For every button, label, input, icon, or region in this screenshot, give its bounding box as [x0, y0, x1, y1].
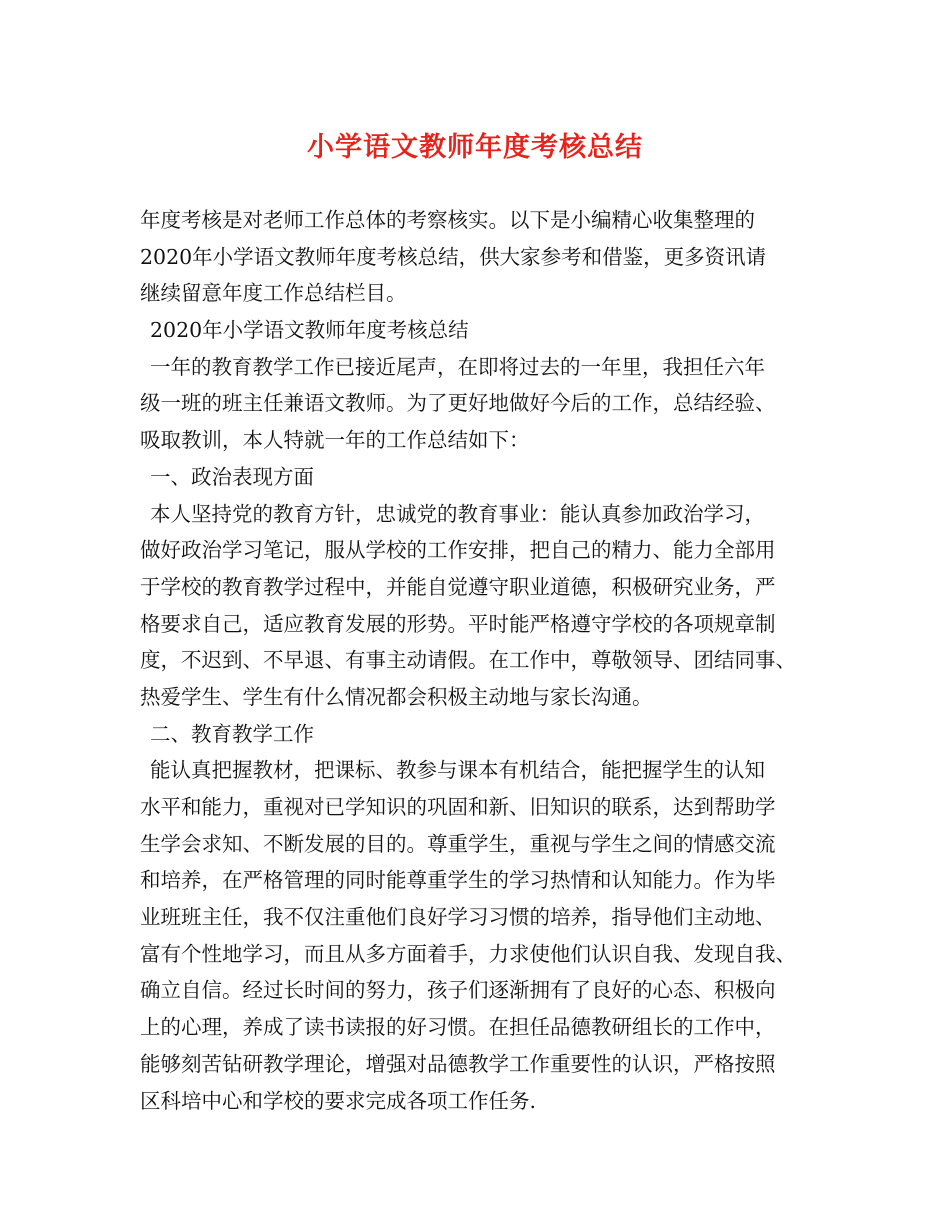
body-line: 2020年小学语文教师年度考核总结，供大家参考和借鉴，更多资讯请: [140, 244, 767, 269]
body-line: 吸取教训，本人特就一年的工作总结如下：: [140, 428, 530, 453]
document-body: [140, 202, 830, 1119]
body-line: 继续留意年度工作总结栏目。: [140, 281, 407, 306]
body-line: 热爱学生、学生有什么情况都会积极主动地与家长沟通。: [140, 684, 653, 709]
document-title: 小学语文教师年度考核总结: [307, 132, 643, 163]
body-line: 确立自信。经过长时间的努力，孩子们逐渐拥有了良好的心态、积极向: [140, 978, 776, 1003]
body-line: 做好政治学习笔记，服从学校的工作安排，把自己的精力、能力全部用: [140, 538, 776, 563]
body-line: 能认真把握教材，把课标、教参与课本有机结合，能把握学生的认知: [150, 758, 765, 783]
section-heading: 一、政治表现方面: [150, 464, 314, 489]
body-line: 一年的教育教学工作已接近尾声，在即将过去的一年里，我担任六年: [150, 354, 765, 379]
body-line: 富有个性地学习，而且从多方面着手，力求使他们认识自我、发现自我、: [140, 941, 796, 966]
body-line: 业班班主任，我不仅注重他们良好学习习惯的培养，指导他们主动地、: [140, 905, 776, 930]
body-line: 级一班的班主任兼语文教师。为了更好地做好今后的工作，总结经验、: [140, 391, 776, 416]
body-line: 和培养，在严格管理的同时能尊重学生的学习热情和认知能力。作为毕: [140, 868, 776, 893]
body-line: 区科培中心和学校的要求完成各项工作任务.: [140, 1088, 537, 1113]
body-line: 本人坚持党的教育方针，忠诚党的教育事业：能认真参加政治学习，: [150, 501, 765, 526]
body-line: 水平和能力，重视对已学知识的巩固和新、旧知识的联系，达到帮助学: [140, 795, 776, 819]
body-line: 生学会求知、不断发展的目的。尊重学生，重视与学生之间的情感交流: [140, 831, 776, 856]
section-heading: 二、教育教学工作: [150, 721, 314, 746]
body-line: 于学校的教育教学过程中，并能自觉遵守职业道德，积极研究业务，严: [140, 574, 776, 599]
body-line: 年度考核是对老师工作总体的考察核实。以下是小编精心收集整理的: [140, 208, 755, 232]
body-line: 能够刻苦钻研教学理论，增强对品德教学工作重要性的认识，严格按照: [140, 1051, 776, 1076]
body-line: 格要求自己，适应教育发展的形势。平时能严格遵守学校的各项规章制: [140, 611, 776, 636]
body-line: 度，不迟到、不早退、有事主动请假。在工作中，尊敬领导、团结同事、: [140, 648, 796, 673]
subheading: 2020年小学语文教师年度考核总结: [150, 318, 469, 343]
body-line: 上的心理，养成了读书读报的好习惯。在担任品德教研组长的工作中，: [140, 1015, 776, 1040]
